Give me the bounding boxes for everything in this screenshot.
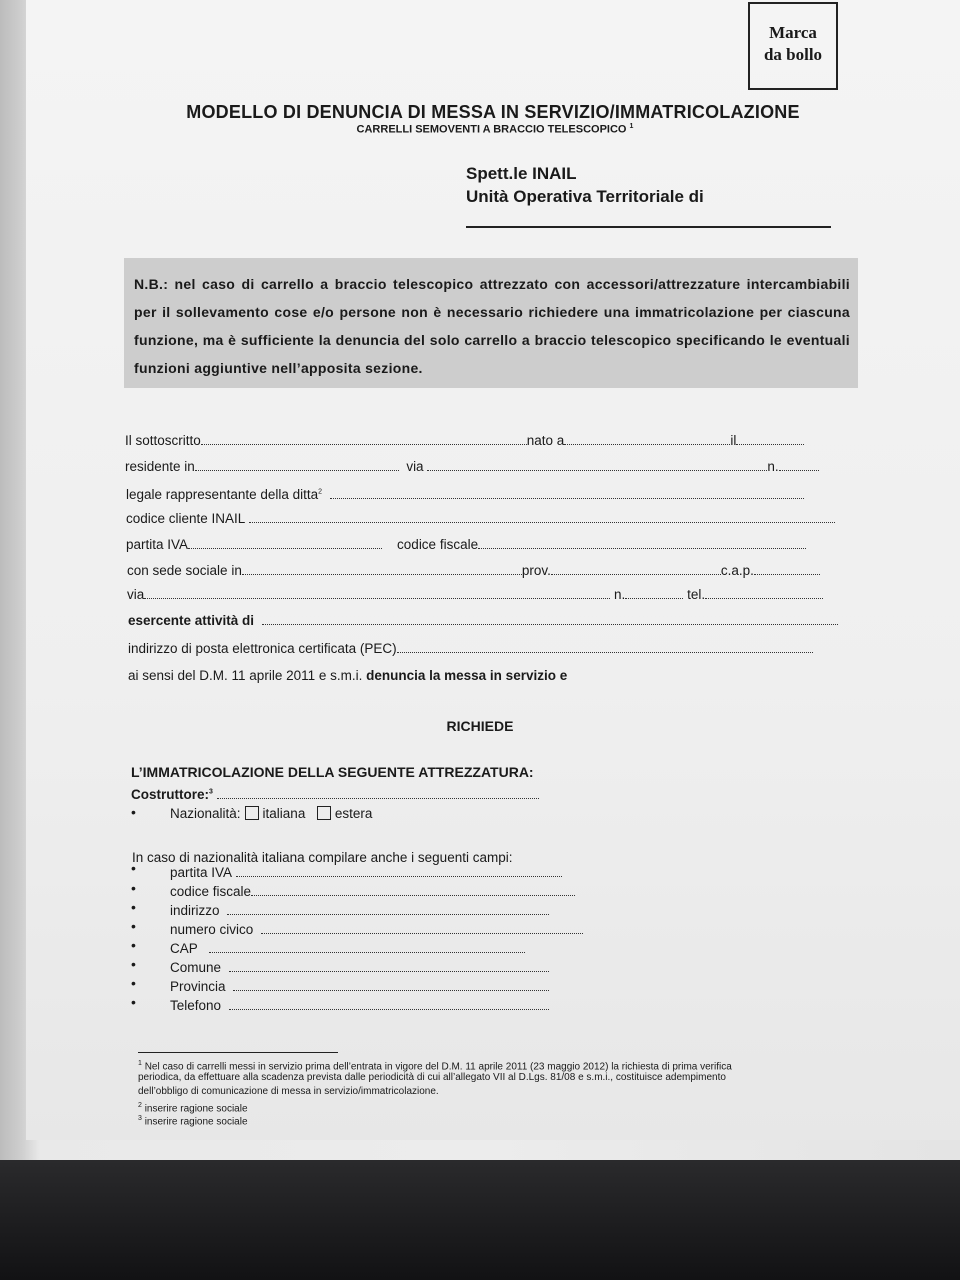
label-n-2: n. [614,587,626,602]
list-item-field[interactable] [236,864,562,877]
document-subtitle [330,123,660,136]
row-codice-cliente [126,510,835,526]
list-item-label: partita IVA [170,865,233,880]
addressee-line-2: Unità Operativa Territoriale di [466,187,704,206]
label-via-2: via [127,587,145,602]
footnote-separator [138,1052,338,1053]
list-item-field[interactable] [229,997,549,1010]
denuncia-text: denuncia la messa in servizio e [366,668,568,683]
list-bullet: • [131,860,136,876]
footnote-2-number: 2 [138,1102,142,1109]
label-prov: prov. [521,563,551,578]
list-item-field[interactable] [261,921,583,934]
field-sottoscritto[interactable] [201,432,527,445]
bullet-nazionalita: • [131,804,136,820]
field-tel[interactable] [705,586,823,599]
field-via-2[interactable] [144,586,610,599]
label-codice-cliente: codice cliente INAIL [126,511,246,526]
list-item [170,978,549,994]
field-ditta[interactable] [330,486,804,499]
footnote-2-text: inserire ragione sociale [144,1103,248,1115]
label-sottoscritto: Il sottoscritto [125,433,201,448]
monitor-bezel [0,1160,960,1280]
footnote-3-text: inserire ragione sociale [144,1116,248,1128]
list-item-label: Provincia [170,979,226,994]
list-item-label: numero civico [170,922,254,937]
field-partita-iva[interactable] [188,536,382,549]
label-n: n. [767,459,779,474]
ai-sensi-text: ai sensi del D.M. 11 aprile 2011 e s.m.i. [128,668,363,683]
label-partita-iva: partita IVA [126,537,189,552]
label-tel: tel. [687,587,706,602]
row-sede [127,562,820,578]
field-costruttore[interactable] [217,786,539,799]
field-esercente[interactable] [262,612,838,625]
checkbox-italiana[interactable] [245,806,259,820]
label-legale: legale rappresentante della ditta [126,487,319,502]
field-cap[interactable] [754,562,820,575]
label-nazionalita: Nazionalità: [170,806,241,821]
label-residente-in: residente in [125,459,195,474]
addressee-line-1: Spett.le INAIL [466,164,577,183]
row-esercente [128,612,838,628]
document-title: MODELLO DI DENUNCIA DI MESSA IN SERVIZIO/IMMATRICOLAZIONE [186,102,800,122]
row-legale [126,486,804,502]
section-title: L’IMMATRICOLAZIONE DELLA SEGUENTE ATTREZZATURA: [131,764,534,780]
footnote-3 [138,1113,248,1128]
row-via-2 [127,586,823,602]
addressee-blank-line[interactable] [466,226,831,228]
row-residente [125,458,819,474]
list-item [170,883,575,899]
label-nato-a: nato a [526,433,565,448]
label-costruttore: Costruttore: [131,787,209,802]
stamp-line-2: da bollo [763,45,823,64]
list-item [170,940,525,956]
field-n[interactable] [779,458,819,471]
list-item-label: CAP [170,941,198,956]
checkbox-estera[interactable] [317,806,331,820]
label-via: via [406,459,424,474]
addressee-block [466,162,704,208]
field-codice-fiscale[interactable] [478,536,806,549]
row-costruttore [131,786,539,802]
list-item [170,902,549,918]
list-item [170,921,583,937]
legale-footnote-ref: 2 [318,488,323,496]
footnote-1-line-3: dell’obbligo di comunicazione di messa in servizio/immatricolazione. [138,1086,439,1097]
label-codice-fiscale: codice fiscale [397,537,479,552]
stamp-line-1: Marca [769,23,817,42]
list-item-label: codice fiscale [170,884,252,899]
field-pec[interactable] [397,640,813,653]
list-item-field[interactable] [229,959,549,972]
list-item-label: Telefono [170,998,222,1013]
list-item-field[interactable] [227,902,549,915]
field-sede[interactable] [242,562,522,575]
label-cap: c.a.p. [720,563,754,578]
list-item [170,864,562,880]
row-pec [128,640,813,656]
field-residente-in[interactable] [195,458,399,471]
note-box [124,258,858,388]
field-nato-a[interactable] [564,432,730,445]
label-sede: con sede sociale in [127,563,242,578]
list-item-field[interactable] [233,978,549,991]
note-text: N.B.: nel caso di carrello a braccio telescopico attrezzato con accessori/attrezzature intercambiabili per il sollevamento cose e/o persone non è necessario richiedere una immatricolazione per ciascuna funzione, ma è sufficiente la denuncia del solo carrello a braccio telescopico specificando le eventuali funzioni aggiuntive nell’apposita sezione. [134,276,850,376]
row-sottoscritto [125,432,804,448]
row-nazionalita [170,806,372,821]
list-bullet: • [131,975,136,991]
list-item-field[interactable] [251,883,575,896]
label-estera: estera [334,806,373,821]
footnote-1-text-1: Nel caso di carrelli messi in servizio prima dell’entrata in vigore del D.M. 11 aprile 2011 (23 maggio 2012) la richiesta di prima verifica [144,1061,732,1073]
label-il: il [730,433,737,448]
costruttore-footnote-ref: 3 [209,788,213,796]
list-bullet: • [131,956,136,972]
list-bullet: • [131,880,136,896]
field-via[interactable] [427,458,767,471]
list-item-label: Comune [170,960,222,975]
italian-note: In caso di nazionalità italiana compilare anche i seguenti campi: [132,850,513,865]
footnote-3-number: 3 [138,1115,142,1122]
list-bullet: • [131,918,136,934]
footnote-1-number: 1 [138,1060,142,1067]
list-bullet: • [131,937,136,953]
subtitle-text: CARRELLI SEMOVENTI A BRACCIO TELESCOPICO [356,123,627,136]
field-il[interactable] [736,432,804,445]
field-n-2[interactable] [625,586,683,599]
label-esercente: esercente attività di [128,613,255,628]
subtitle-footnote-ref: 1 [629,123,634,130]
richiede-heading: RICHIEDE [446,718,514,734]
list-item-label: indirizzo [170,903,220,918]
row-ai-sensi [128,668,567,683]
list-item [170,997,549,1013]
revenue-stamp-box [748,2,838,90]
label-pec: indirizzo di posta elettronica certificata (PEC) [128,641,397,656]
field-codice-cliente[interactable] [249,510,835,523]
list-bullet: • [131,994,136,1010]
label-italiana: italiana [262,806,306,821]
field-prov[interactable] [551,562,721,575]
list-item [170,959,549,975]
list-bullet: • [131,899,136,915]
list-item-field[interactable] [209,940,525,953]
row-partita-iva [126,536,806,552]
footnote-1-line-2: periodica, da effettuare alla scadenza prevista dalle periodicità di cui all’allegato VII al D.Lgs. 81/08 e s.m.i., costituisce adempimento [138,1072,726,1083]
